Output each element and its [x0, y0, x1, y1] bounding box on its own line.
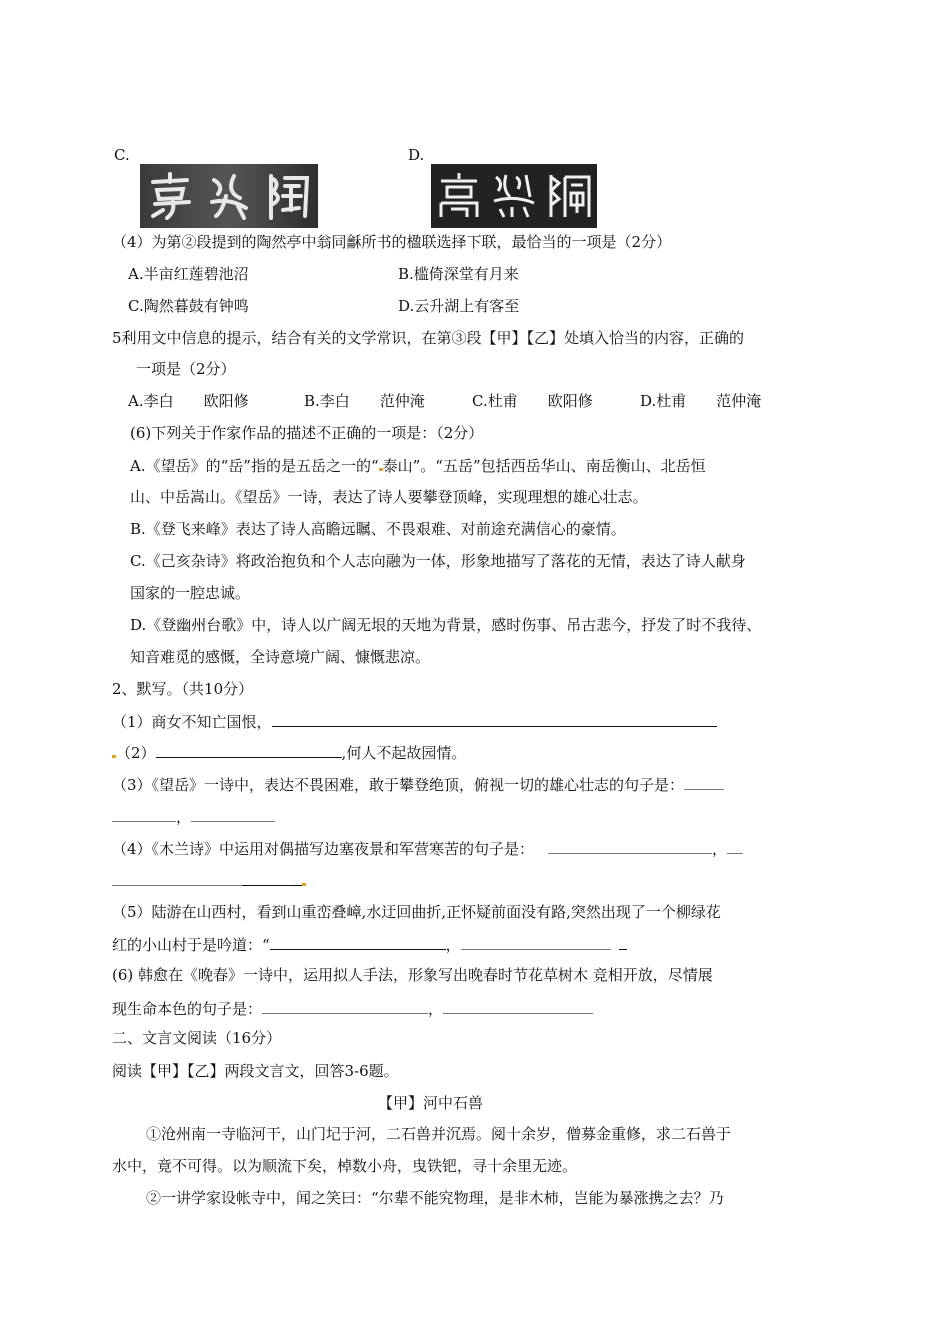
dictation-item-4-blank-b[interactable] [727, 837, 743, 854]
option-c-label: C. [114, 146, 130, 164]
q6-option-a-text-pre: A.《望岳》的“岳”指的是五岳之一的“ [130, 457, 379, 475]
dictation-item-3 [112, 773, 724, 795]
highlight-mark [302, 883, 306, 886]
dictation-item-2-prefix: （2） [116, 744, 156, 762]
q5-option-a: A.李白 欧阳修 [128, 392, 249, 410]
dictation-item-1-blank[interactable] [272, 710, 717, 727]
dictation-item-4-cont [112, 869, 306, 891]
calligraphy-glyph-2 [204, 172, 254, 220]
dictation-item-2-suffix: ,何人不起故园情。 [341, 744, 467, 762]
classical-intro: 阅读【甲】【乙】两段文言文，回答3-6题。 [112, 1062, 399, 1080]
classical-passage-heading: 【甲】河中石兽 [378, 1094, 484, 1112]
q6-option-b: B.《登飞来峰》表达了诗人高瞻远瞩、不畏艰难、对前途充满信心的豪情。 [130, 520, 626, 538]
q5-option-d: D.杜甫 范仲淹 [640, 392, 762, 410]
dictation-item-5-text: 红的小山村于是吟道：“ [112, 936, 270, 954]
seal-glyph-3 [545, 171, 593, 221]
dictation-item-4-blank-c[interactable] [112, 869, 242, 886]
q4-option-a: A.半亩红莲碧池沼 [128, 265, 249, 283]
calligraphy-glyph-3 [263, 172, 313, 220]
classical-paragraph-1-line2: 水中，竟不可得。以为顺流下矣，棹数小舟，曳铁钯，寻十余里无迹。 [112, 1157, 578, 1175]
dictation-item-4-blank-d[interactable] [242, 869, 302, 886]
q4-option-b: B.槛倚深堂有月来 [398, 265, 519, 283]
dictation-item-1-text: （1）商女不知亡国恨， [112, 713, 272, 731]
dictation-item-3-blank-a[interactable] [684, 773, 724, 790]
option-d-label: D. [408, 146, 425, 164]
q5-stem-line1: 5利用文中信息的提示，结合有关的文学常识，在第③段【甲】【乙】处填入恰当的内容，正确的 [112, 329, 745, 347]
option-d-calligraphy-image [431, 164, 597, 228]
dictation-item-2 [112, 741, 466, 763]
q4-option-d: D.云升湖上有客至 [398, 297, 520, 315]
dictation-item-6-line1: (6) 韩愈在《晚春》一诗中，运用拟人手法，形象写出晚春时节花草树木 竞相开放，尽情展 [112, 966, 713, 984]
dictation-item-6-blank-a[interactable] [262, 997, 428, 1014]
dictation-item-6-line2 [112, 997, 593, 1019]
dictation-item-4-text: （4）《木兰诗》中运用对偶描写边塞夜景和军营寒苦的句子是： [112, 840, 535, 858]
dictation-item-3-blank-b[interactable] [112, 805, 176, 822]
q6-option-a-text-post: 泰山”。“五岳”包括西岳华山、南岳衡山、北岳恒 [382, 457, 706, 475]
q5-option-b: B.李白 范仲淹 [304, 392, 425, 410]
calligraphy-glyph-1 [145, 172, 195, 220]
dictation-item-4-blank-a[interactable] [548, 837, 712, 854]
q6-option-a-line2: 山、中岳嵩山。《望岳》一诗，表达了诗人要攀登顶峰，实现理想的雄心壮志。 [130, 488, 648, 506]
dictation-item-6-blank-b[interactable] [443, 997, 593, 1014]
q5-option-c: C.杜甫 欧阳修 [472, 392, 593, 410]
q6-option-c-line1: C.《己亥杂诗》将政治抱负和个人志向融为一体，形象地描写了落花的无情，表达了诗人献身 [130, 552, 746, 570]
q4-option-c: C.陶然暮鼓有钟鸣 [128, 297, 249, 315]
dictation-item-3-text: （3）《望岳》一诗中，表达不畏困难，敢于攀登绝顶，俯视一切的雄心壮志的句子是： [112, 776, 685, 794]
dictation-item-4 [112, 837, 743, 859]
q4-stem: （4）为第②段提到的陶然亭中翁同龢所书的楹联选择下联，最恰当的一项是（2分） [112, 233, 672, 251]
dictation-item-3-sep: ， [176, 808, 192, 826]
dictation-item-4-sep: ， [712, 840, 728, 858]
option-c-calligraphy-image [140, 164, 318, 228]
seal-glyph-2 [490, 171, 538, 221]
dictation-title: 2、默写。（共10分） [112, 680, 254, 698]
dictation-item-3-blank-c[interactable] [191, 805, 275, 822]
q6-option-d-line2: 知音难觅的感慨，全诗意境广阔、慷慨悲凉。 [130, 648, 431, 666]
classical-paragraph-2-line1: ②一讲学家设帐寺中，闻之笑曰：“尔辈不能究物理，是非木柿，岂能为暴涨携之去？乃 [146, 1189, 724, 1207]
dictation-item-2-blank[interactable] [156, 741, 342, 758]
dictation-item-5-line1: （5）陆游在山西村，看到山重峦叠嶂,水迂回曲折,正怀疑前面没有路,突然出现了一个柳绿花 [112, 903, 721, 921]
dictation-item-3-cont [112, 805, 275, 827]
q6-option-c-line2: 国家的一腔忠诚。 [130, 584, 251, 602]
dictation-item-5-blank-c[interactable] [619, 933, 627, 950]
classical-paragraph-1-line1: ①沧州南一寺临河干，山门圮于河，二石兽并沉焉。阅十余岁，僧募金重修，求二石兽于 [146, 1125, 732, 1143]
dictation-item-5-sep: ， [445, 936, 461, 954]
seal-glyph-1 [435, 171, 483, 221]
dictation-item-5-blank-a[interactable] [270, 933, 446, 950]
dictation-item-6-text: 现生命本色的句子是： [112, 1000, 263, 1018]
q6-stem: (6)下列关于作家作品的描述不正确的一项是：（2分） [130, 424, 484, 442]
dictation-item-6-sep: ， [428, 1000, 444, 1018]
q6-option-a-line1 [130, 456, 706, 476]
dictation-item-5-line2 [112, 933, 627, 955]
classical-section-title: 二、文言文阅读（16分） [112, 1029, 282, 1047]
dictation-item-5-blank-b[interactable] [461, 933, 611, 950]
q5-stem-line2: 一项是（2分） [136, 360, 236, 378]
dictation-item-1 [112, 710, 717, 732]
q6-option-d-line1: D.《登幽州台歌》中，诗人以广阔无垠的天地为背景，感时伤事、吊古悲今，抒发了时不我待、 [130, 616, 762, 634]
